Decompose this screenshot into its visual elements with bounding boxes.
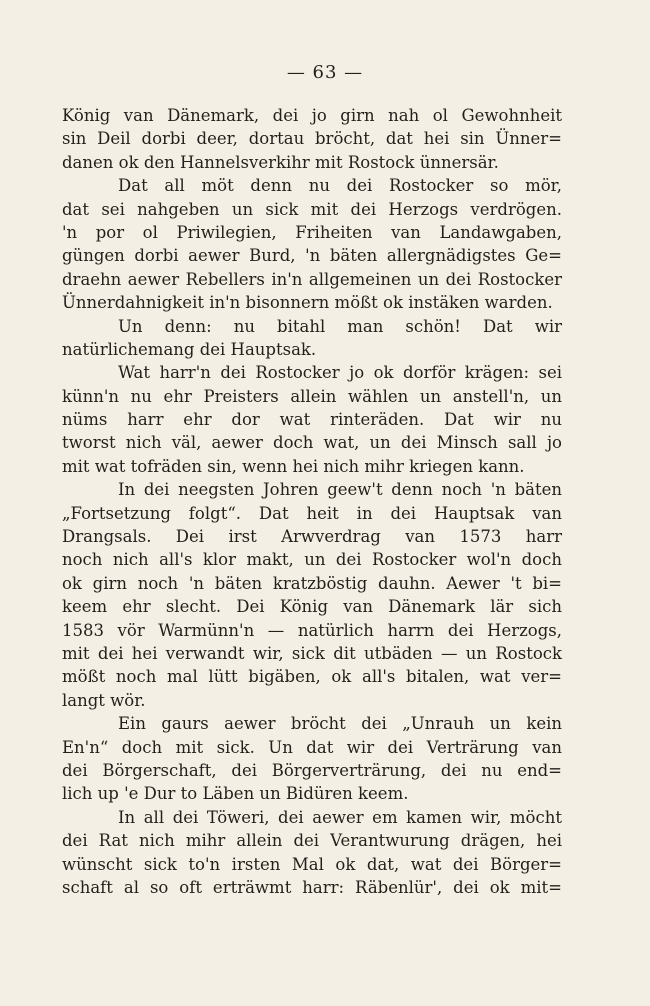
paragraph <box>62 478 562 712</box>
text-line: Ein gaurs aewer bröcht dei „Unrauh un kein <box>118 714 562 734</box>
text-line: En'n“ doch mit sick. Un dat wir dei Verträrung van <box>62 737 562 757</box>
text-line: dat sei nahgeben un sick mit dei Herzogs verdrögen. <box>62 199 562 219</box>
text-line: keem ehr slecht. Dei König van Dänemark lär sich <box>62 597 562 617</box>
page-number: — 63 — <box>286 62 364 83</box>
text-line: danen ok den Hannelsverkihr mit Rostock ünnersär. <box>62 152 499 172</box>
paragraph <box>62 361 562 478</box>
paragraph <box>62 806 562 900</box>
text-line: „Fortsetzung folgt“. Dat heit in dei Hauptsak van <box>62 503 562 523</box>
text-line: Ünnerdahnigkeit in'n bisonnern mößt ok instäken warden. <box>62 293 553 313</box>
text-line: langt wör. <box>62 690 146 710</box>
text-line: mößt noch mal lütt bigäben, ok all's bitalen, wat ver= <box>62 667 562 687</box>
text-line: noch nich all's klor makt, un dei Rostocker wol'n doch <box>62 550 562 570</box>
text-line: schaft al so oft erträwmt harr: Räbenlür', dei ok mit= <box>62 877 562 897</box>
text-line: mit wat tofräden sin, wenn hei nich mihr kriegen kann. <box>62 456 525 476</box>
text-line: güngen dorbi aewer Burd, 'n bäten allergnädigstes Ge= <box>62 246 562 266</box>
text-line: dei Rat nich mihr allein dei Verantwurung drägen, hei <box>62 831 562 851</box>
text-line: Drangsals. Dei irst Arwverdrag van 1573 harr <box>62 527 562 547</box>
text-line: In dei neegsten Johren geew't denn noch 'n bäten <box>118 480 562 500</box>
text-line: sin Deil dorbi deer, dortau bröcht, dat hei sin Ünner= <box>62 129 562 149</box>
paragraph <box>62 174 562 314</box>
text-line: draehn aewer Rebellers in'n allgemeinen un dei Rostocker <box>62 269 562 289</box>
text-line: lich up 'e Dur to Läben un Bidüren keem. <box>62 784 409 804</box>
text-line: König van Dänemark, dei jo girn nah ol Gewohnheit <box>62 106 562 125</box>
text-line: nüms harr ehr dor wat rinteräden. Dat wir nu <box>62 410 562 430</box>
text-line: In all dei Töweri, dei aewer em kamen wir, möcht <box>118 807 562 827</box>
text-line: ok girn noch 'n bäten kratzböstig dauhn. Aewer 't bi= <box>62 573 562 593</box>
paragraph <box>62 315 562 362</box>
body-text <box>62 104 562 899</box>
text-line: Wat harr'n dei Rostocker jo ok dorför krägen: sei <box>118 363 562 383</box>
text-line: wünscht sick to'n irsten Mal ok dat, wat dei Börger= <box>62 854 562 874</box>
text-line: mit dei hei verwandt wir, sick dit utbäden — un Rostock <box>62 643 562 663</box>
text-line: Un denn: nu bitahl man schön! Dat wir <box>118 316 562 336</box>
paragraph <box>62 104 562 174</box>
text-line: natürlichemang dei Hauptsak. <box>62 339 317 359</box>
text-line: dei Börgerschaft, dei Börgerverträrung, dei nu end= <box>62 760 562 780</box>
text-line: Dat all möt denn nu dei Rostocker so mör, <box>118 176 562 196</box>
paragraph <box>62 712 562 806</box>
text-line: 'n por ol Priwilegien, Friheiten van Landawgaben, <box>62 222 562 242</box>
text-line: künn'n nu ehr Preisters allein wählen un anstell'n, un <box>62 386 562 406</box>
text-line: 1583 vör Warmünn'n — natürlich harrn dei Herzogs, <box>62 620 562 640</box>
text-line: tworst nich väl, aewer doch wat, un dei Minsch sall jo <box>62 433 562 453</box>
